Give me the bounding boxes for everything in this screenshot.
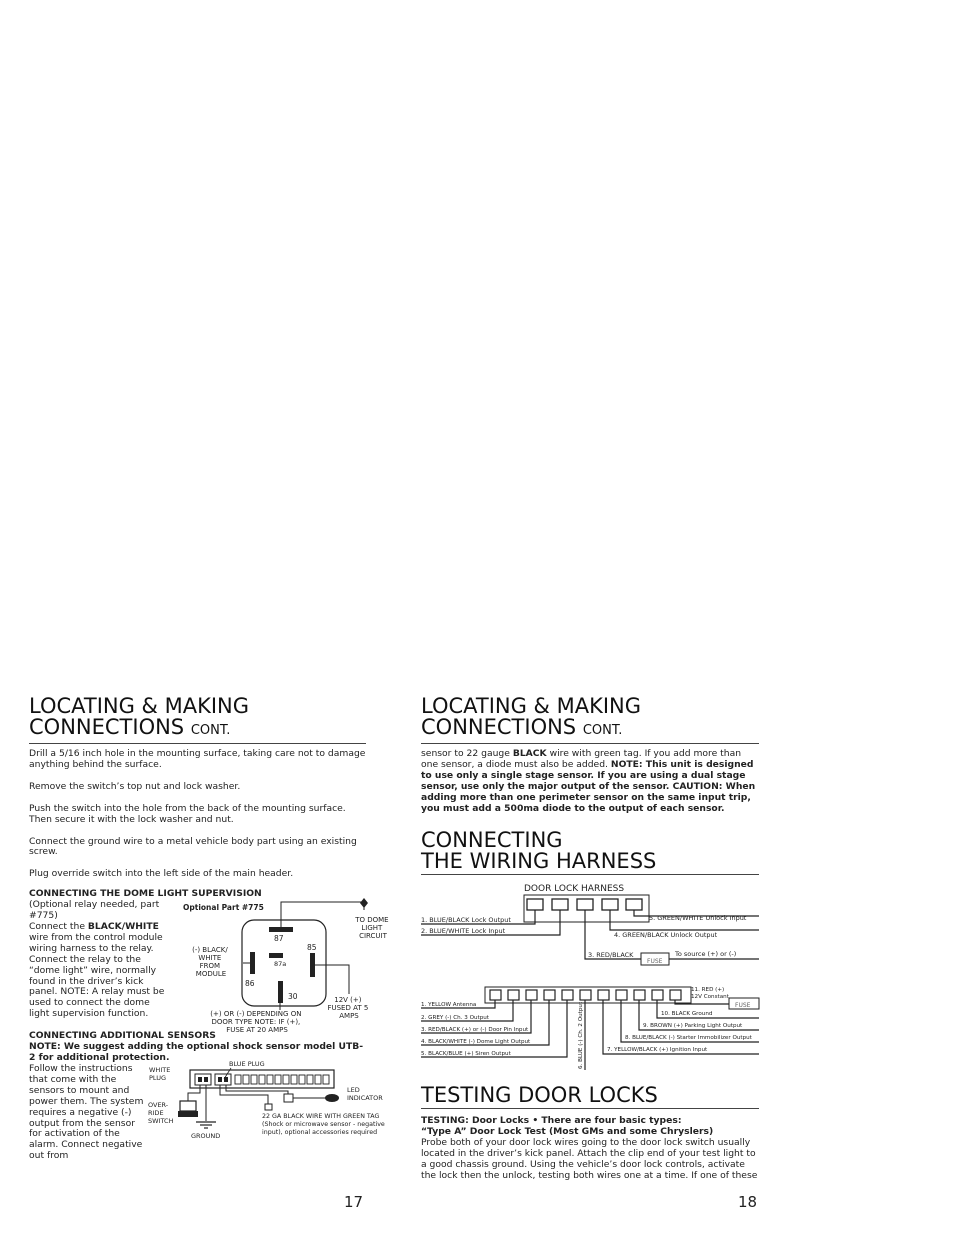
door-lock-pins xyxy=(527,899,642,910)
ground-icon xyxy=(196,1122,216,1128)
sensors-note: NOTE: We suggest adding the optional shock sensor model UTB-2 for additional protection. xyxy=(29,1041,364,1064)
left-page xyxy=(29,694,389,1162)
pin-87a-contact xyxy=(269,953,283,958)
main-label-3: 3. RED/BLACK (+) or (-) Door Pin Input xyxy=(421,1027,529,1034)
main-fuse-label: FUSE xyxy=(735,1002,751,1010)
right-intro: sensor to 22 gauge BLACK wire with green tag. If you add more than one sensor, a diode must also be added. NOTE: This unit is designed to use only a single stage sensor. If you are using a dual stage sensor, use only the major output of the sensor. CAUTION: When adding more than one perimeter sensor on the same input trip, you must add a 500ma diode to the output of each sensor. xyxy=(421,748,756,814)
header-diagram xyxy=(148,1059,385,1149)
dl-to-source: To source (+) or (-) xyxy=(675,950,737,959)
white-plug xyxy=(195,1074,211,1085)
main-label-1: 1. YELLOW Antenna xyxy=(421,1002,477,1009)
harness-heading-block xyxy=(421,830,759,875)
dome-title: CONNECTING THE DOME LIGHT SUPERVISION xyxy=(29,888,262,900)
blue-plug-pin xyxy=(224,1077,228,1082)
override-switch-icon xyxy=(180,1101,196,1111)
pin-85-contact xyxy=(310,953,315,977)
led-indicator-icon xyxy=(325,1094,339,1102)
dl-label-2: 2. BLUE/WHITE Lock Input xyxy=(421,927,506,936)
main-label-6: 6. BLUE (-) Ch. 2 Output xyxy=(578,1002,584,1070)
door-lock-title: DOOR LOCK HARNESS xyxy=(524,884,625,895)
dome-text: (Optional relay needed, part #775) Connect the BLACK/WHITE wire from the control module wiring harness to the relay. Connect the relay to the “dome light” wire, normally found in the driver’s kick panel. NOTE: A relay must be used to connect the dome light supervision function. xyxy=(29,899,165,1020)
left-heading-block xyxy=(29,696,366,744)
testing-heading: TESTING DOOR LOCKS xyxy=(421,1083,658,1108)
main-label-10: 10. BLACK Ground xyxy=(661,1011,713,1018)
main-label-8: 8. BLUE/BLACK (-) Starter Immobilizer Output xyxy=(625,1035,752,1042)
main-label-7: 7. YELLOW/BLACK (+) Ignition Input xyxy=(607,1047,708,1054)
sensor-wire-label: 22 GA BLACK WIRE WITH GREEN TAG (Shock or microwave sensor - negative input), optional accessories required xyxy=(262,1113,385,1137)
left-paragraph-4: Connect the ground wire to a metal vehicle body part using an existing screw. xyxy=(29,835,357,858)
pin-87-contact xyxy=(269,927,293,932)
left-paragraph-1: Drill a 5/16 inch hole in the mounting surface, taking care not to damage anything behind the surface. xyxy=(29,748,366,770)
led-connector xyxy=(284,1094,293,1102)
testing-text: Probe both of your door lock wires going to the door lock switch usually located in the driver’s kick panel. Attach the clip end of your test light to a good chassis ground. Using the vehicle’s door lock controls, activate the lock then the unlock, testing both wires one at a time. If one of these xyxy=(421,1137,758,1181)
black-white-label: (-) BLACK/ WHITE FROM MODULE xyxy=(192,946,228,979)
wiring-harness-diagram xyxy=(421,879,759,1074)
dl-label-3: 3. RED/BLACK xyxy=(588,951,634,960)
right-heading: LOCATING & MAKING CONNECTIONS CONT. xyxy=(421,694,642,739)
pin-87-label: 87 xyxy=(274,934,284,944)
optional-part-label: Optional Part #775 xyxy=(183,903,264,913)
main-harness-pins xyxy=(490,990,681,1000)
main-label-11: 11. RED (+) 12V Constant xyxy=(691,987,729,1001)
harness-heading: CONNECTING THE WIRING HARNESS xyxy=(421,828,657,874)
relay-diagram xyxy=(179,898,389,1038)
left-paragraph-3: Push the switch into the hole from the back of the mounting surface. Then secure it with the lock washer and nut. xyxy=(29,802,346,825)
dome-section xyxy=(29,888,389,1035)
main-label-4: 4. BLACK/WHITE (-) Dome Light Output xyxy=(421,1039,531,1046)
main-label-9: 9. BROWN (+) Parking Light Output xyxy=(643,1023,743,1030)
white-plug-pin xyxy=(198,1077,202,1082)
blue-plug-label: BLUE PLUG xyxy=(229,1060,265,1069)
main-header xyxy=(190,1070,334,1088)
pin-87a-label: 87a xyxy=(274,960,287,969)
door-type-label: (+) OR (-) DEPENDING ON DOOR TYPE NOTE: IF (+), FUSE AT 20 AMPS xyxy=(210,1010,302,1035)
led-wire xyxy=(226,1085,288,1095)
sensor-wire-tag xyxy=(265,1104,272,1110)
pin-30-contact xyxy=(278,981,283,1003)
right-heading-block xyxy=(421,696,759,744)
pin-85-label: 85 xyxy=(307,943,317,953)
wire-85-12v xyxy=(315,965,349,994)
dl-label-5: 5. GREEN/WHITE Unlock Input xyxy=(649,914,747,923)
right-page xyxy=(421,696,759,1182)
left-paragraph-5: Plug override switch into the left side of the main header. xyxy=(29,868,294,880)
ground-label: GROUND xyxy=(191,1132,221,1141)
sensors-section xyxy=(29,1030,385,1162)
left-paragraph-2: Remove the switch’s top nut and lock washer. xyxy=(29,780,241,792)
override-switch-icon xyxy=(178,1111,198,1117)
pin-30-label: 30 xyxy=(288,992,298,1002)
led-indicator-label: LED INDICATOR xyxy=(347,1086,383,1103)
left-heading: LOCATING & MAKING CONNECTIONS CONT. xyxy=(29,694,250,739)
pin-86-label: 86 xyxy=(245,979,255,989)
white-plug-label: WHITE PLUG xyxy=(149,1066,171,1083)
main-label-2: 2. GREY (-) Ch. 3 Output xyxy=(421,1015,490,1022)
header-pins xyxy=(235,1075,329,1084)
testing-heading-block xyxy=(421,1085,759,1109)
white-plug-pin xyxy=(204,1077,208,1082)
sensors-title: CONNECTING ADDITIONAL SENSORS xyxy=(29,1030,216,1042)
page-number-17: 17 xyxy=(344,1193,364,1211)
dl-label-1: 1. BLUE/BLACK Lock Output xyxy=(421,916,511,925)
dl-label-4: 4. GREEN/BLACK Unlock Output xyxy=(614,931,718,940)
dome-connector-icon xyxy=(360,898,368,908)
main-label-5: 5. BLACK/BLUE (+) Siren Output xyxy=(421,1051,511,1058)
blue-plug-pin xyxy=(218,1077,222,1082)
testing-subtitle-2: “Type A” Door Lock Test (Most GMs and some Chryslers) xyxy=(421,1126,714,1138)
blue-plug xyxy=(215,1074,231,1085)
sensors-text: Follow the instructions that come with the sensors to mount and power them. The system requires a negative (-) output from the sensor for activation of the alarm. Connect negative out from xyxy=(29,1062,144,1162)
door-lock-fuse-label: FUSE xyxy=(647,958,663,966)
page-number-18: 18 xyxy=(738,1193,758,1211)
dome-light-label: TO DOME LIGHT CIRCUIT xyxy=(355,916,389,941)
testing-subtitle-1: TESTING: Door Locks • There are four basic types: xyxy=(421,1115,682,1127)
override-switch-label: OVER- RIDE SWITCH xyxy=(148,1101,174,1126)
12v-label: 12V (+) FUSED AT 5 AMPS xyxy=(327,996,369,1021)
